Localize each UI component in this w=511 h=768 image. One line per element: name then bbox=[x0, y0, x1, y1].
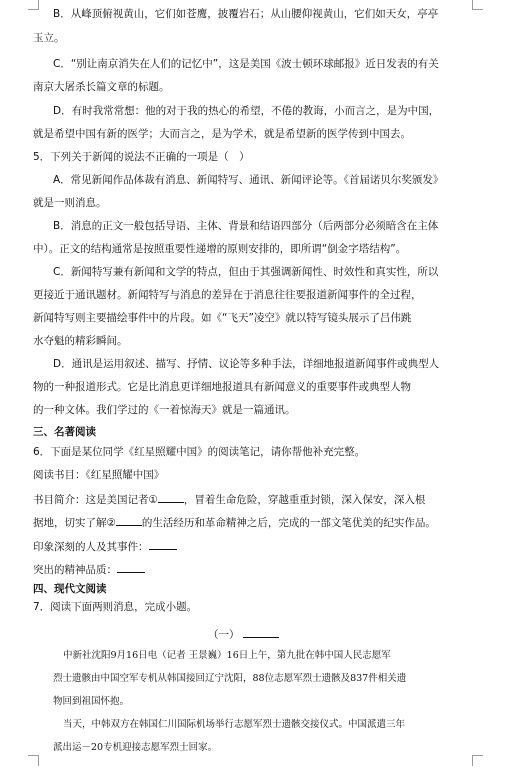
news1-line1: 中新社沈阳9月16日电（记者 王景巍）16日上午，第九批在韩中国人民志愿军 bbox=[63, 650, 391, 661]
q6-intro-text-a: 书目简介：这是美国记者① bbox=[33, 494, 158, 506]
news1-line3: 物回到祖国怀抱。 bbox=[53, 696, 130, 707]
q6-book-title: 阅读书目：《红星照耀中国》 bbox=[33, 469, 165, 481]
q5-option-c-line1: C．新闻特写兼有新闻和文学的特点，但由于其强调新闻性、时效性和真实性，所以 bbox=[53, 266, 439, 278]
section3-heading: 三、名著阅读 bbox=[33, 426, 96, 438]
news2-line2: 派出运－20专机迎接志愿军烈士回家。 bbox=[53, 742, 218, 753]
q5-option-c-line2: 更接近于通讯题材。新闻特写与消息的差异在于消息往往要报道新闻事件的全过程， bbox=[33, 289, 422, 301]
news1-line2: 烈士遗骸由中国空军专机从韩国接回辽宁沈阳，88位志愿军烈士遗骸及837件相关遗 bbox=[53, 673, 407, 684]
part1-title-line bbox=[208, 626, 328, 642]
q5-option-c-line3: 新闻特写则主要描绘事件中的片段。如《“飞天”凌空》就以特写镜头展示了吕伟跳 bbox=[33, 312, 412, 324]
corner-mark-bottom-left bbox=[28, 755, 39, 766]
q6-intro-text-d: 的生活经历和革命精神之后，完成的一部文笔优美的纪实作品。 bbox=[141, 517, 436, 529]
answer-blank-2[interactable] bbox=[116, 514, 142, 526]
q4-option-b-line2: 玉立。 bbox=[33, 32, 65, 44]
q4-option-c-line1: C．“别让南京消失在人们的记忆中”，这是美国《波士顿环球邮报》近日发表的有关 bbox=[53, 58, 439, 70]
q6-people-line bbox=[33, 538, 481, 554]
q7-stem: 7．阅读下面两则消息，完成小题。 bbox=[33, 601, 198, 613]
q4-option-d-line1: D．有时我常常想：他的对于我的热心的希望，不倦的教诲，小而言之，是为中国， bbox=[53, 105, 440, 117]
q6-spirit-label: 突出的精神品质： bbox=[33, 564, 117, 576]
answer-blank-title[interactable] bbox=[243, 626, 279, 638]
section4-heading: 四、现代文阅读 bbox=[33, 583, 107, 595]
q5-option-d-line3: 的一种文体。我们学过的《一着惊海天》就是一篇通讯。 bbox=[33, 404, 296, 416]
q6-stem: 6．下面是某位同学《红星照耀中国》的阅读笔记，请你帮他补充完整。 bbox=[33, 446, 366, 458]
q6-intro-text-b: ，冒着生命危险，穿越重重封锁，深入保安，深入根 bbox=[183, 494, 426, 506]
q5-option-d-line1: D．通讯是运用叙述、描写、抒情、议论等多种手法，详细地报道新闻事件或典型人 bbox=[53, 358, 440, 370]
corner-mark-bottom-right bbox=[472, 755, 483, 766]
q5-option-c-line4: 水夺魁的精彩瞬间。 bbox=[33, 335, 128, 347]
q5-option-b-line1: B．消息的正文一般包括导语、主体、背景和结语四部分（后两部分必须暗含在主体 bbox=[53, 220, 439, 232]
q6-intro-line1 bbox=[33, 491, 481, 507]
corner-mark-top-left bbox=[28, 0, 39, 10]
answer-blank-1[interactable] bbox=[158, 491, 184, 503]
q5-option-a-line2: 就是一则消息。 bbox=[33, 197, 107, 209]
answer-blank-people[interactable] bbox=[149, 538, 177, 550]
q6-spirit-line bbox=[33, 561, 481, 577]
q6-intro-text-c: 据地，切实了解② bbox=[33, 517, 116, 529]
q4-option-b-line1: B．从峰顶俯视黄山，它们如苍鹰，披覆岩石；从山腰仰视黄山，它们如天女，亭亭 bbox=[53, 8, 439, 20]
q5-option-b-line2: 中）。正文的结构通常是按照重要性递增的原则安排的，即所谓“倒金字塔结构”。 bbox=[33, 243, 407, 255]
q4-option-d-line2: 就是希望中国有新的医学；大而言之，是为学术，就是希望新的医学传到中国去。 bbox=[33, 128, 411, 140]
part1-label: （一） bbox=[208, 629, 240, 641]
q5-option-d-line2: 物的一种报道形式。它是比消息更详细地报道具有新闻意义的重要事件或典型人物 bbox=[33, 381, 411, 393]
q5-stem: 5．下列关于新闻的说法不正确的一项是（ ） bbox=[33, 151, 250, 163]
news2-line1: 当天，中韩双方在韩国仁川国际机场举行志愿军烈士遗骸交接仪式。中国派遣三年 bbox=[63, 719, 406, 730]
answer-blank-spirit[interactable] bbox=[117, 561, 145, 573]
q6-people-label: 印象深刻的人及其事件： bbox=[33, 541, 149, 553]
q6-intro-line2 bbox=[33, 514, 481, 530]
q5-option-a-line1: A．常见新闻作品体裁有消息、新闻特写、通讯、新闻评论等。《首届诺贝尔奖颁发》 bbox=[53, 174, 444, 186]
q4-option-c-line2: 南京大屠杀长篇文章的标题。 bbox=[33, 81, 170, 93]
